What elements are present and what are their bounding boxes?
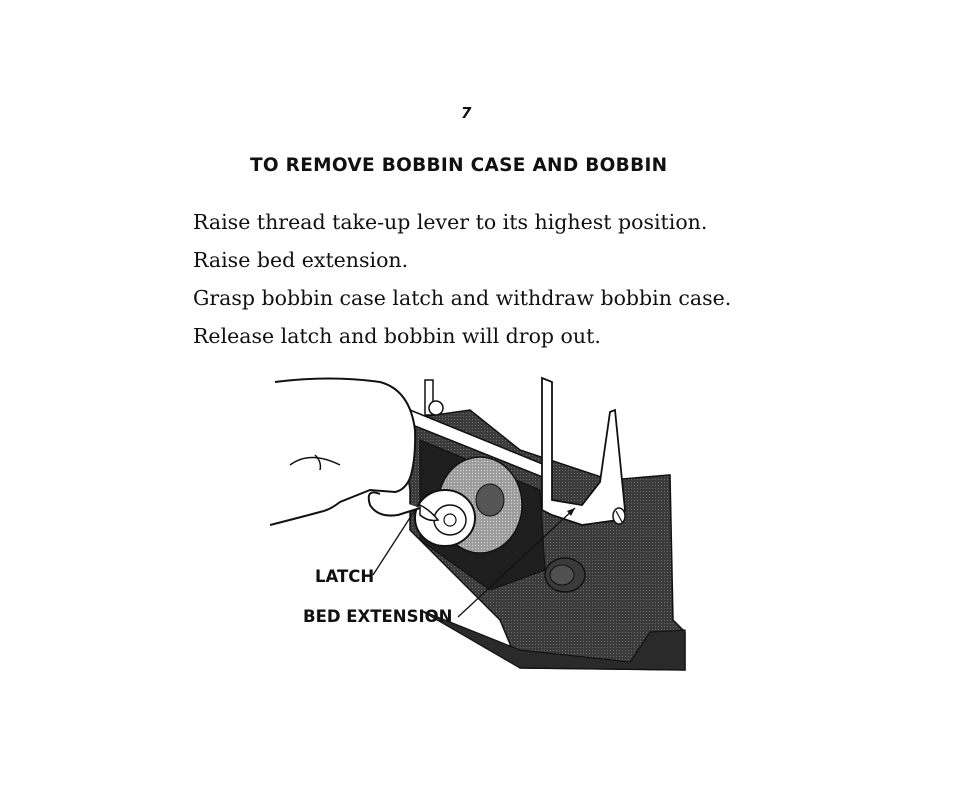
illustration-drawing xyxy=(270,370,700,690)
vertical-arm xyxy=(542,378,625,525)
instruction-step: Grasp bobbin case latch and withdraw bobbin case. xyxy=(193,286,732,310)
section-heading: TO REMOVE BOBBIN CASE AND BOBBIN xyxy=(250,155,668,176)
latch-leader-line xyxy=(373,510,415,575)
instruction-step: Raise bed extension. xyxy=(193,248,409,272)
latch-label: LATCH xyxy=(315,567,375,586)
bobbin-removal-illustration xyxy=(270,370,700,690)
instruction-list xyxy=(193,203,731,355)
bed-extension-label: BED EXTENSION xyxy=(303,607,453,626)
instruction-step: Release latch and bobbin will drop out. xyxy=(193,324,601,348)
page-number: 7 xyxy=(461,104,472,122)
shuttle-center xyxy=(476,484,504,516)
instruction-step: Raise thread take-up lever to its highest position. xyxy=(193,210,708,234)
